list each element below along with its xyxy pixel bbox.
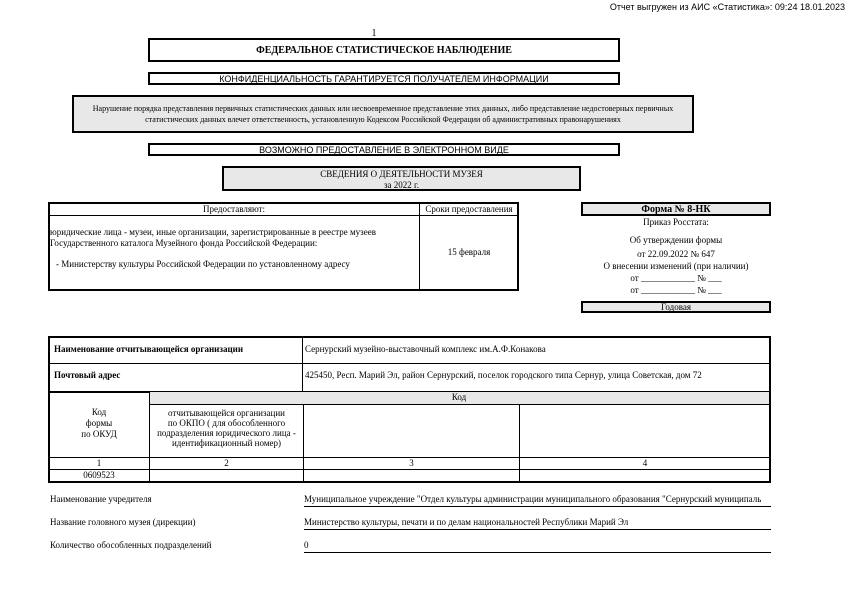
okud-header-line: формы [85,418,113,428]
col-num-2: 2 [224,458,229,468]
code-header-divider [149,404,770,405]
okpo-header-line: подразделения юридического лица - [157,428,296,438]
page-title: ФЕДЕРАЛЬНОЕ СТАТИСТИЧЕСКОЕ НАБЛЮДЕНИЕ [148,38,620,62]
okud-header [50,407,148,440]
period-box: Годовая [581,301,771,313]
confidential-banner: КОНФИДЕНЦИАЛЬНОСТЬ ГАРАНТИРУЕТСЯ ПОЛУЧАТЕЛЕМ ИНФОРМАЦИИ [148,72,620,85]
page-number: 1 [371,28,377,39]
report-title-box [222,166,581,191]
form-number: Форма № 8-НК [581,202,771,216]
code-col3-divider [519,404,520,483]
providers-header-divider [48,215,519,216]
okud-header-line: по ОКУД [81,429,117,439]
okud-code: 0609523 [83,470,115,480]
code-num-divider [48,469,771,470]
okpo-header-line: идентификационный номер) [171,438,282,448]
org-col-divider [302,336,303,393]
report-year: за 2022 г. [384,180,419,190]
providers-col1-header: Предоставляют: [202,204,265,214]
head-museum-value: Министерство культуры, печати и по делам национальностей Республики Марий Эл [304,517,771,530]
founder-value: Муниципальное учреждение "Отдел культуры администрации муниципального образования "Сернурский муниципаль [304,494,771,507]
org-name-value: Сернурский музейно-выставочный комплекс им.А.Ф.Конакова [305,344,546,354]
form-order: Приказ Росстата: [643,217,709,227]
okpo-header-line: отчитывающейся организации [168,408,285,418]
export-note: Отчет выгружен из АИС «Статистика»: 09:24 18.01.2023 [609,2,845,12]
providers-line-3: - Министерству культуры Российской Федерации по установленному адресу [56,259,350,269]
form-date: от 22.09.2022 № 647 [637,249,715,259]
providers-deadline: 15 февраля [447,247,491,257]
col-num-1: 1 [96,458,102,468]
units-label: Количество обособленных подразделений [50,540,212,550]
col-num-3: 3 [409,458,414,468]
code-col2-divider [303,404,304,483]
units-value: 0 [304,540,771,553]
okpo-header-line: по ОКПО ( для обособленного [167,418,286,428]
form-changes: О внесении изменений (при наличии) [603,261,749,271]
okpo-header [150,408,303,448]
col-num-4: 4 [642,458,648,468]
providers-text [50,227,418,270]
okud-header-line: Код [91,407,107,417]
address-value: 425450, Респ. Марий Эл, район Сернурский, поселок городского типа Сернур, улица Советская, дом 72 [305,370,702,380]
form-approval: Об утверждении формы [629,235,723,245]
providers-col2-header: Сроки предоставления [425,204,513,214]
form-info [581,216,771,296]
org-row-divider [48,363,771,364]
warning-line-2: статистических данных влечет ответственность, установленную Кодексом Российской Федерации об административных правонарушениях [145,115,621,124]
address-label: Почтовый адрес [54,370,121,380]
electronic-banner: ВОЗМОЖНО ПРЕДОСТАВЛЕНИЕ В ЭЛЕКТРОННОМ ВИДЕ [148,143,620,156]
founder-label: Наименование учредителя [50,494,152,504]
code-header: Код [451,392,467,402]
providers-line-1: юридические лица - музеи, иные организации, зарегистрированные в реестре музеев [50,227,376,237]
form-change-line-2: от ____________ № ___ [630,285,722,295]
org-name-label: Наименование отчитывающейся организации [54,344,244,354]
providers-line-2: Государственного каталога Музейного фонда Российской Федерации: [50,238,318,248]
head-museum-label: Название головного музея (дирекции) [50,517,196,527]
warning-box [72,95,694,133]
report-title: СВЕДЕНИЯ О ДЕЯТЕЛЬНОСТИ МУЗЕЯ [320,169,483,179]
warning-line-1: Нарушение порядка представления первичных статистических данных или несвоевременное представление этих данных, либо представление недостоверных первичных [92,104,674,113]
form-change-line-1: от ____________ № ___ [630,273,722,283]
